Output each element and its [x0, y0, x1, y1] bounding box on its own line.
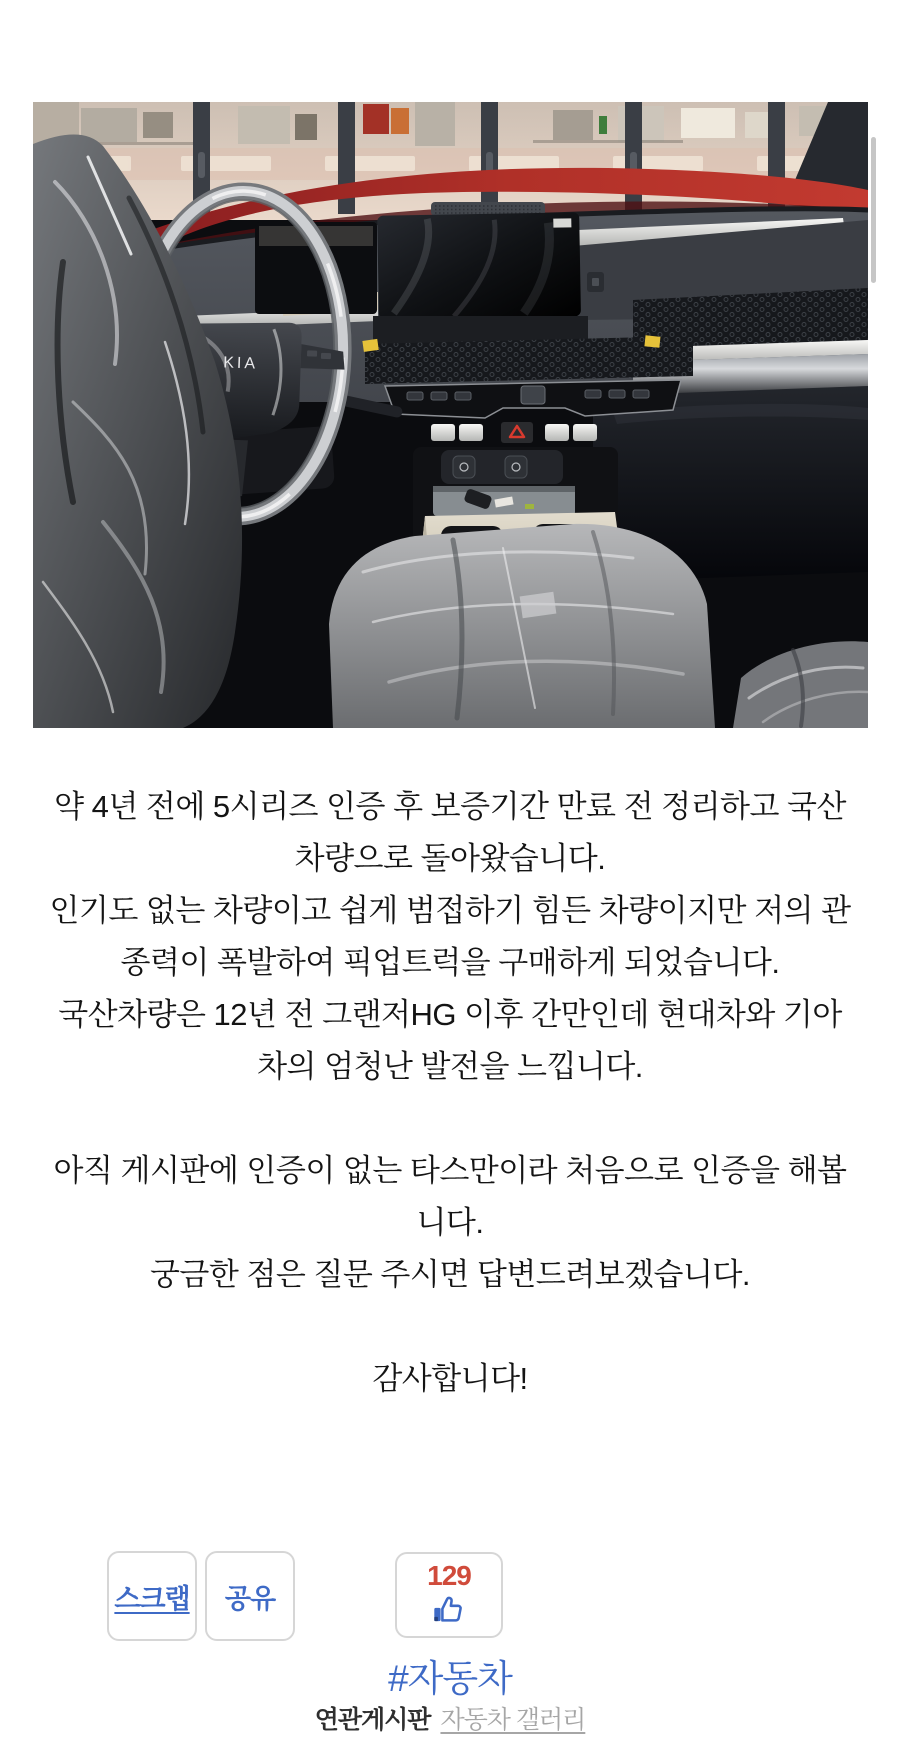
post-text-line: 약 4년 전에 5시리즈 인증 후 보증기간 만료 전 정리하고 국산 — [54, 789, 846, 824]
post-text-line: 인기도 없는 차량이고 쉽게 범접하기 힘든 차량이지만 저의 관 — [49, 893, 851, 928]
related-board-link[interactable]: 자동차 갤러리 — [440, 1706, 586, 1734]
car-interior-illustration — [33, 102, 868, 728]
post-text-line: 감사합니다! — [372, 1361, 528, 1396]
post-text-line: 아직 게시판에 인증이 없는 타스만이라 처음으로 인증을 해봅 — [53, 1153, 847, 1188]
scrap-button-label: 스크랩 — [114, 1583, 190, 1614]
post-image[interactable] — [33, 102, 868, 728]
post-body — [0, 781, 900, 1405]
related-board-label: 연관게시판 — [314, 1706, 431, 1734]
scrap-button[interactable] — [107, 1551, 197, 1641]
scrollbar-thumb[interactable] — [871, 137, 876, 283]
post-text-line: 니다. — [416, 1205, 484, 1240]
like-count: 129 — [427, 1560, 471, 1591]
post-text-line: 종력이 폭발하여 픽업트럭을 구매하게 되었습니다. — [120, 945, 780, 980]
post-text-line: 국산차량은 12년 전 그랜저HG 이후 간만인데 현대차와 기아 — [58, 997, 842, 1032]
post-text-line: 궁금한 점은 질문 주시면 답변드려보겠습니다. — [149, 1257, 751, 1292]
post-text-line — [0, 1301, 900, 1353]
kia-logo: KIA — [222, 354, 259, 373]
share-button-label: 공유 — [224, 1583, 276, 1614]
hashtag-link[interactable]: #자동차 — [388, 1658, 512, 1699]
post-text-line — [0, 1093, 900, 1145]
post-text-line: 차의 엄청난 발전을 느낍니다. — [257, 1049, 643, 1084]
share-button[interactable] — [205, 1551, 295, 1641]
thumbs-up-icon — [431, 1592, 467, 1628]
related-board — [0, 1700, 900, 1736]
post-text-line: 차량으로 돌아왔습니다. — [294, 841, 606, 876]
like-button[interactable] — [395, 1552, 503, 1638]
